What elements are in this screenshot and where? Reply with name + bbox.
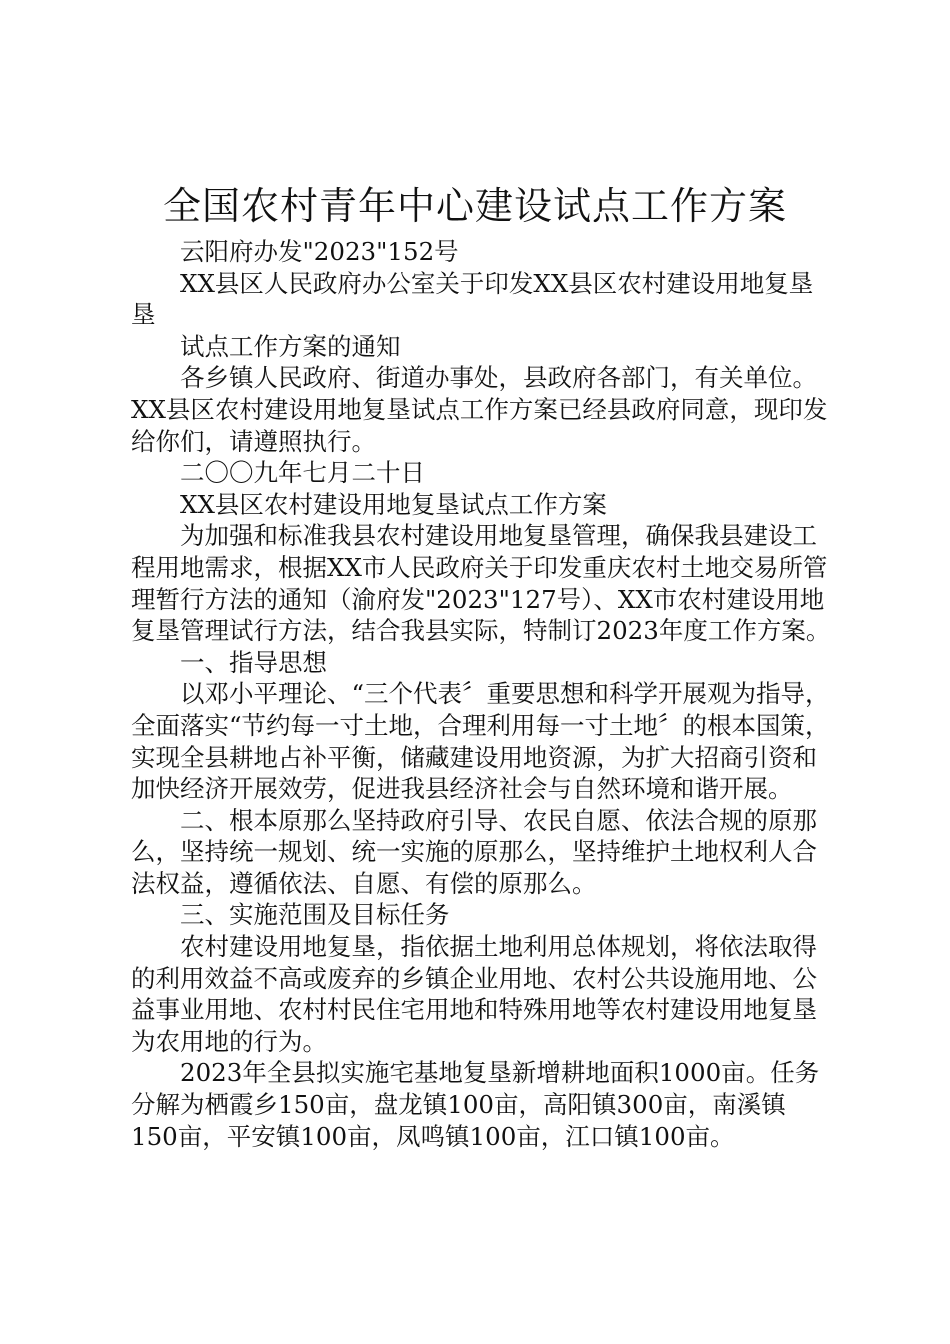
document-title: 全国农村青年中心建设试点工作方案 (162, 184, 787, 228)
document-body (131, 236, 831, 1152)
heading-guiding-ideology: 一、指导思想 (180, 647, 327, 677)
paragraph-scope-definition: 农村建设用地复垦，指依据土地利用总体规划，将依法取得的利用效益不高或废弃的乡镇企业用地、农村公共设施用地、公益事业用地、农村村民住宅用地和特殊用地等农村建设用地复垦为农用地的行为。 (131, 932, 817, 1056)
paragraph-intro: 为加强和标准我县农村建设用地复垦管理，确保我县建设工程用地需求，根据XX市人民政府关于印发重庆农村土地交易所管理暂行方法的通知（渝府发"2023"127号）、XX市农村建设用地复垦管理试行方法，结合我县实际，特制订2023年度工作方案。 (131, 521, 831, 646)
paragraph-notice-title-end: 试点工作方案的通知 (180, 331, 401, 361)
paragraph-plan-title: XX县区农村建设用地复垦试点工作方案 (180, 489, 607, 519)
paragraph-doc-number: 云阳府办发"2023"152号 (180, 237, 459, 266)
paragraph-guiding-ideology: 以邓小平理论、“三个代表〞重要思想和科学开展观为指导，全面落实“节约每一寸土地，合理利用每一寸土地〞的根本国策，实现全县耕地占补平衡，储藏建设用地资源，为扩大招商引资和加快经济开展效劳，促进我县经济社会与自然环境和谐开展。 (131, 679, 830, 804)
paragraph-notice-body: 各乡镇人民政府、街道办事处，县政府各部门，有关单位。XX县区农村建设用地复垦试点工作方案已经县政府同意，现印发给你们，请遵照执行。 (131, 363, 828, 456)
paragraph-principles: 二、根本原那么坚持政府引导、农民自愿、依法合规的原那么，坚持统一规划、统一实施的原那么，坚持维护土地权利人合法权益，遵循依法、自愿、有偿的原那么。 (131, 805, 817, 898)
paragraph-notice-title-wrap: 垦 (131, 300, 156, 330)
paragraph-notice-title: XX县区人民政府办公室关于印发XX县区农村建设用地复垦 (180, 268, 814, 298)
heading-scope-targets: 三、实施范围及目标任务 (180, 900, 450, 930)
paragraph-targets: 2023年全县拟实施宅基地复垦新增耕地面积1000亩。任务分解为栖霞乡150亩，盘龙镇100亩，高阳镇300亩，南溪镇150亩，平安镇100亩，凤鸣镇100亩，江口镇100亩。 (131, 1058, 820, 1151)
paragraph-date: 二〇〇九年七月二十日 (180, 458, 425, 488)
